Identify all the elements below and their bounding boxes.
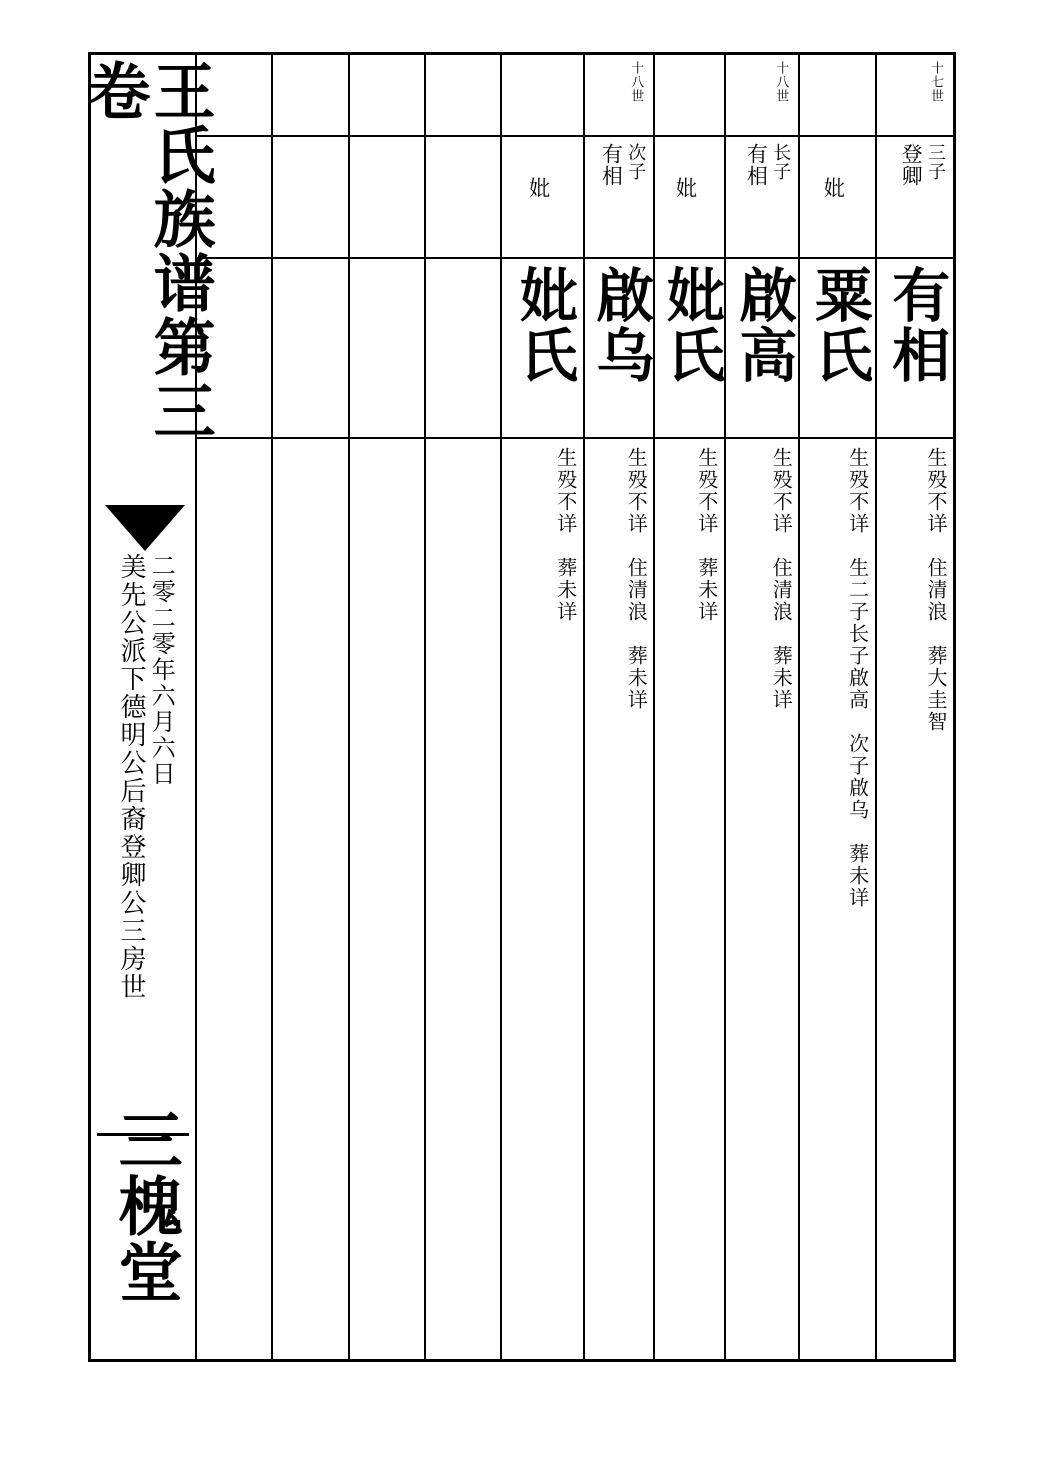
entry-column-9[interactable]	[800, 55, 876, 1359]
notes-cell	[800, 439, 874, 1359]
notes-cell	[585, 439, 654, 1359]
book-title	[79, 59, 213, 489]
person-name: 妣氏	[510, 265, 576, 385]
relation-main-text: 妣	[821, 177, 846, 199]
relation-main-text: 有相	[599, 143, 624, 187]
name-cell	[877, 259, 953, 439]
generation-label: 十八世	[774, 61, 790, 103]
genealogy-table	[79, 52, 956, 1362]
relation-sub-text: 次子	[626, 143, 647, 181]
person-name: 啟乌	[587, 265, 653, 385]
person-name: 妣氏	[657, 265, 723, 385]
entry-column-5[interactable]	[502, 55, 584, 1359]
notes-cell	[350, 439, 424, 1359]
relation-cell	[800, 137, 874, 259]
relation-main-text: 妣	[673, 177, 698, 199]
entry-column-7[interactable]	[655, 55, 726, 1359]
subtitle-block	[91, 547, 199, 1137]
name-cell	[585, 259, 654, 439]
relation-cell	[585, 137, 654, 259]
person-name: 有相	[883, 265, 949, 385]
relation-cell	[655, 137, 724, 259]
generation-cell	[877, 55, 953, 137]
entry-column-2[interactable]	[273, 55, 349, 1359]
entry-column-10[interactable]	[877, 55, 953, 1359]
name-cell	[197, 259, 271, 439]
relation-sub-text: 三子	[925, 143, 946, 181]
entry-column-4[interactable]	[426, 55, 502, 1359]
subtitle-lineage: 美先公派下德明公后裔登卿公三房世	[117, 553, 147, 1001]
generation-label: 十八世	[629, 61, 645, 103]
relation-cell	[426, 137, 500, 259]
person-name: 啟高	[730, 265, 796, 385]
hall-name	[91, 1107, 199, 1357]
relation-sub-text: 长子	[771, 143, 792, 181]
relation-cell	[350, 137, 424, 259]
relation-main-text: 妣	[526, 177, 551, 199]
person-notes: 生殁不详 生二子长子啟高 次子啟乌 葬未详	[845, 447, 868, 909]
entry-column-6[interactable]	[585, 55, 656, 1359]
generation-cell	[726, 55, 798, 137]
entry-column-8[interactable]	[726, 55, 800, 1359]
generation-cell	[197, 55, 271, 137]
relation-main-text: 登卿	[899, 143, 924, 187]
generation-cell	[426, 55, 500, 137]
name-cell	[800, 259, 874, 439]
notes-cell	[655, 439, 724, 1359]
person-notes: 生殁不详 葬未详	[553, 447, 576, 623]
relation-cell	[273, 137, 347, 259]
relation-cell	[726, 137, 798, 259]
notes-cell	[877, 439, 953, 1359]
generation-cell	[800, 55, 874, 137]
name-cell	[726, 259, 798, 439]
generation-cell	[655, 55, 724, 137]
name-cell	[273, 259, 347, 439]
notes-cell	[426, 439, 500, 1359]
generation-cell	[350, 55, 424, 137]
relation-cell	[197, 137, 271, 259]
title-column	[79, 55, 213, 1359]
person-name: 粟氏	[805, 265, 871, 385]
name-cell	[426, 259, 500, 439]
name-cell	[655, 259, 724, 439]
person-notes: 生殁不详 住清浪 葬未详	[769, 447, 792, 711]
relation-cell	[502, 137, 582, 259]
generation-cell	[273, 55, 347, 137]
entry-column-1[interactable]	[197, 55, 273, 1359]
subtitle-date: 二零二零年六月六日	[147, 553, 174, 787]
person-notes: 生殁不详 住清浪 葬大圭智	[923, 447, 946, 733]
relation-cell	[877, 137, 953, 259]
generation-label: 十七世	[928, 61, 944, 103]
generation-cell	[585, 55, 654, 137]
relation-main-text: 有相	[744, 143, 769, 187]
entry-column-3[interactable]	[350, 55, 426, 1359]
book-title-text: 王氏族谱第三卷	[79, 59, 213, 443]
notes-cell	[502, 439, 582, 1359]
notes-cell	[726, 439, 798, 1359]
name-cell	[350, 259, 424, 439]
notes-cell	[197, 439, 271, 1359]
hall-name-text: 三槐堂	[109, 1107, 181, 1305]
down-arrow-icon	[105, 505, 185, 551]
person-notes: 生殁不详 葬未详	[694, 447, 717, 623]
person-notes: 生殁不详 住清浪 葬未详	[624, 447, 647, 711]
notes-cell	[273, 439, 347, 1359]
generation-cell	[502, 55, 582, 137]
name-cell	[502, 259, 582, 439]
